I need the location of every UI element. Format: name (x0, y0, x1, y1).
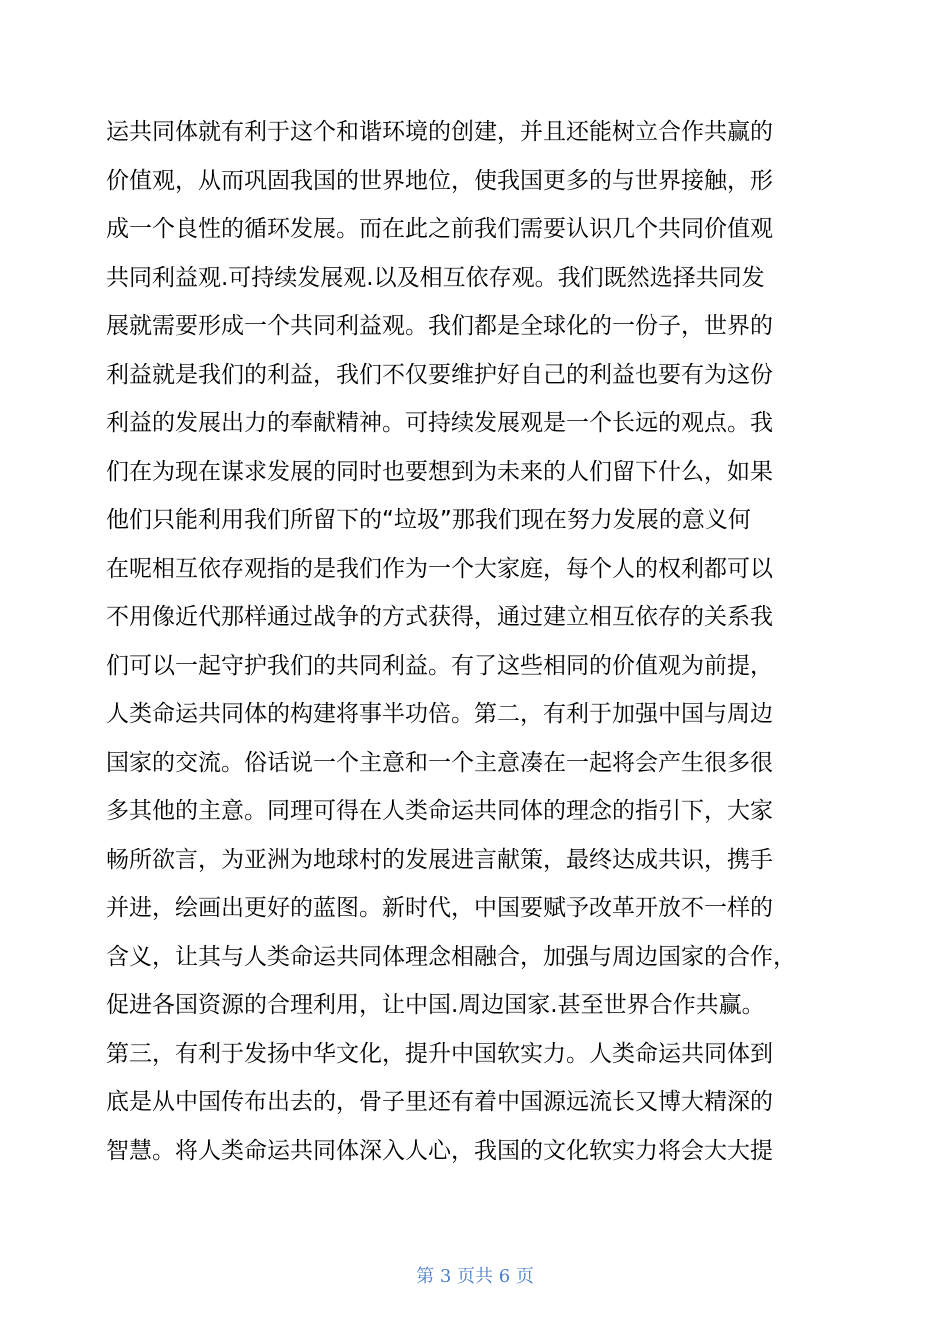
text-line: 并进，绘画出更好的蓝图。新时代，中国要赋予改革开放不一样的 (106, 895, 773, 921)
text-line: 们在为现在谋求发展的同时也要想到为未来的人们留下什么，如果 (106, 458, 773, 485)
text-line: 畅所欲言，为亚洲为地球村的发展进言献策，最终达成共识，携手 (106, 846, 773, 873)
text-line: 国家的交流。俗话说一个主意和一个主意凑在一起将会产生很多很 (106, 749, 773, 776)
text-line: 含义，让其与人类命运共同体理念相融合，加强与周边国家的合作， (106, 943, 796, 970)
text-line: 人类命运共同体的构建将事半功倍。第二，有利于加强中国与周边 (106, 701, 773, 727)
text-line: 底是从中国传布出去的，骨子里还有着中国源远流长又博大精深的 (106, 1089, 773, 1115)
text-line: 运共同体就有利于这个和谐环境的创建，并且还能树立合作共赢的 (106, 119, 773, 145)
text-line: 共同利益观.可持续发展观.以及相互依存观。我们既然选择共同发 (106, 264, 765, 291)
text-line: 成一个良性的循环发展。而在此之前我们需要认识几个共同价值观 (106, 216, 773, 242)
text-line: 在呢相互依存观指的是我们作为一个大家庭，每个人的权利都可以 (106, 555, 773, 582)
text-line: 利益的发展出力的奉献精神。可持续发展观是一个长远的观点。我 (106, 410, 773, 436)
text-line: 第三，有利于发扬中华文化，提升中国软实力。人类命运共同体到 (106, 1040, 773, 1067)
text-line: 价值观，从而巩固我国的世界地位，使我国更多的与世界接触，形 (106, 167, 773, 194)
text-line: 们可以一起守护我们的共同利益。有了这些相同的价值观为前提， (106, 652, 773, 679)
text-line: 促进各国资源的合理利用，让中国.周边国家.甚至世界合作共赢。 (106, 992, 765, 1018)
text-line: 他们只能利用我们所留下的“垃圾”那我们现在努力发展的意义何 (106, 507, 751, 533)
text-line: 展就需要形成一个共同利益观。我们都是全球化的一份子，世界的 (106, 313, 773, 339)
text-line: 不用像近代那样通过战争的方式获得，通过建立相互依存的关系我 (106, 604, 773, 630)
body-text (106, 108, 846, 1175)
text-line: 利益就是我们的利益，我们不仅要维护好自己的利益也要有为这份 (106, 361, 773, 388)
text-line: 智慧。将人类命运共同体深入人心，我国的文化软实力将会大大提 (106, 1137, 773, 1164)
page-number-footer: 第 3 页共 6 页 (416, 1266, 534, 1287)
text-line: 多其他的主意。同理可得在人类命运共同体的理念的指引下，大家 (106, 798, 773, 824)
